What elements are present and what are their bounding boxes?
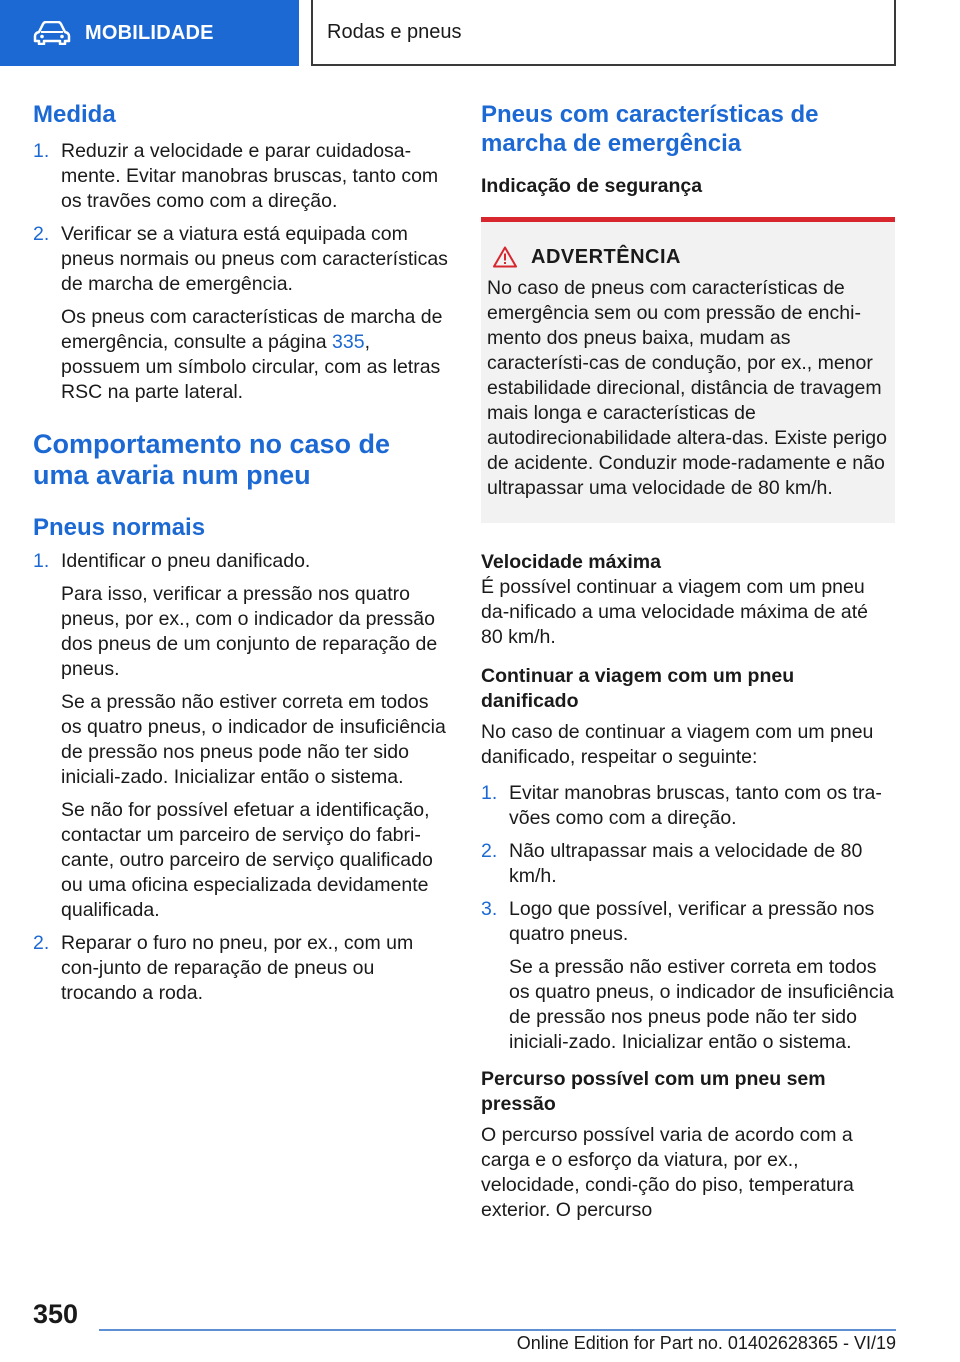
heading-velocidade: Velocidade máxima	[481, 551, 661, 573]
heading-percurso: Percurso possível com um pneu sem pressão	[481, 1068, 826, 1115]
left-column	[33, 100, 448, 1006]
list-text: Reparar o furo no pneu, por ex., com um con-junto de reparação de pneus ou trocando a roda.	[61, 932, 414, 1004]
right-column	[481, 100, 895, 1223]
paragraph-continuar: No caso de continuar a viagem com um pneu danificado, respeitar o seguinte:	[481, 721, 874, 768]
list-item	[33, 931, 448, 1006]
sub-text-b: , possuem um símbolo circular, com as letras RSC na parte lateral.	[61, 331, 441, 403]
list-item	[481, 897, 895, 1055]
list-subtext: Se a pressão não estiver correta em todos os quatro pneus, o indicador de insuficiência de pressão nos pneus pode não ter sido iniciali-zado. Inicializar então o sistema.	[509, 956, 894, 1053]
list-item	[33, 222, 448, 405]
heading-seguranca: Indicação de segurança	[481, 175, 703, 197]
list-item	[481, 781, 895, 831]
paragraph-percurso: O percurso possível varia de acordo com a carga e o esforço da viatura, por ex., velocidade, condi-ção do piso, temperatura exterior. O percurso	[481, 1124, 854, 1221]
continuar-list	[481, 781, 895, 1055]
list-text: Identificar o pneu danificado.	[61, 550, 311, 572]
warning-text: No caso de pneus com características de emergência sem ou com pressão de enchi-mento dos pneus baixa, mudam as característi-cas de condução, por ex., menor estabilidade direcional, distância de travagem mais longa e características de autodirecionabilidade altera-das. Existe perigo de acidente. Conduzir mode-radamente e não ultrapassar uma velocidade de 80 km/h.	[487, 277, 887, 499]
list-item	[33, 549, 448, 923]
heading-comportamento: Comportamento no caso de uma avaria num pneu	[33, 429, 391, 490]
paragraph-velocidade: É possível continuar a viagem com um pneu da-nificado a uma velocidade máxima de até 80 km/h.	[481, 576, 868, 648]
warning-title	[493, 244, 889, 270]
footer-divider	[99, 1329, 896, 1331]
list-text: Reduzir a velocidade e parar cuidadosa-mente. Evitar manobras bruscas, tanto com os travões como com a direção.	[61, 140, 439, 212]
list-subtext: Se a pressão não estiver correta em todos os quatro pneus, o indicador de insuficiência de pressão nos pneus pode não ter sido iniciali-zado. Inicializar então o sistema.	[61, 691, 446, 788]
list-number: 1.	[33, 140, 50, 162]
list-number: 3.	[481, 898, 498, 920]
edition-text: Online Edition for Part no. 01402628365 - VI/19	[516, 1333, 896, 1353]
normais-list	[33, 549, 448, 1006]
warning-box	[481, 217, 895, 523]
list-number: 2.	[33, 223, 50, 245]
section-label: MOBILIDADE	[85, 21, 214, 44]
heading-emergencia: Pneus com características de marcha de emergência	[481, 101, 819, 157]
list-text: Verificar se a viatura está equipada com pneus normais ou pneus com características de marcha de emergência.	[61, 223, 448, 295]
sub-text-a: Os pneus com características de marcha de emergência, consulte a página	[61, 306, 443, 353]
list-number: 2.	[481, 840, 498, 862]
car-icon	[33, 21, 71, 45]
list-text: Logo que possível, verificar a pressão nos quatro pneus.	[509, 898, 875, 945]
chapter-title: Rodas e pneus	[327, 20, 462, 43]
list-subtext: Se não for possível efetuar a identificação, contactar um parceiro de serviço do fabri-cante, outro parceiro de serviço qualificado ou uma oficina especializada devidamente qualificada.	[61, 799, 433, 921]
list-text: Não ultrapassar mais a velocidade de 80 km/h.	[509, 840, 863, 887]
heading-medida: Medida	[33, 101, 116, 128]
chapter-header	[311, 0, 896, 66]
list-subtext: Para isso, verificar a pressão nos quatro pneus, por ex., com o indicador da pressão dos pneus de um conjunto de reparação de pneus.	[61, 583, 438, 680]
medida-list	[33, 139, 448, 405]
list-text: Evitar manobras bruscas, tanto com os tra-vões como com a direção.	[509, 782, 882, 829]
list-item	[33, 139, 448, 214]
list-number: 1.	[481, 782, 498, 804]
warning-triangle-icon	[493, 246, 517, 268]
list-number: 1.	[33, 550, 50, 572]
page-number: 350	[33, 1299, 79, 1329]
heading-pneus-normais: Pneus normais	[33, 514, 206, 541]
warning-title-text: ADVERTÊNCIA	[531, 246, 681, 268]
page-link[interactable]: 335	[332, 331, 365, 353]
list-number: 2.	[33, 932, 50, 954]
list-subtext	[61, 305, 448, 405]
heading-continuar: Continuar a viagem com um pneu danificado	[481, 665, 795, 712]
section-tab[interactable]	[0, 0, 299, 66]
list-item	[481, 839, 895, 889]
